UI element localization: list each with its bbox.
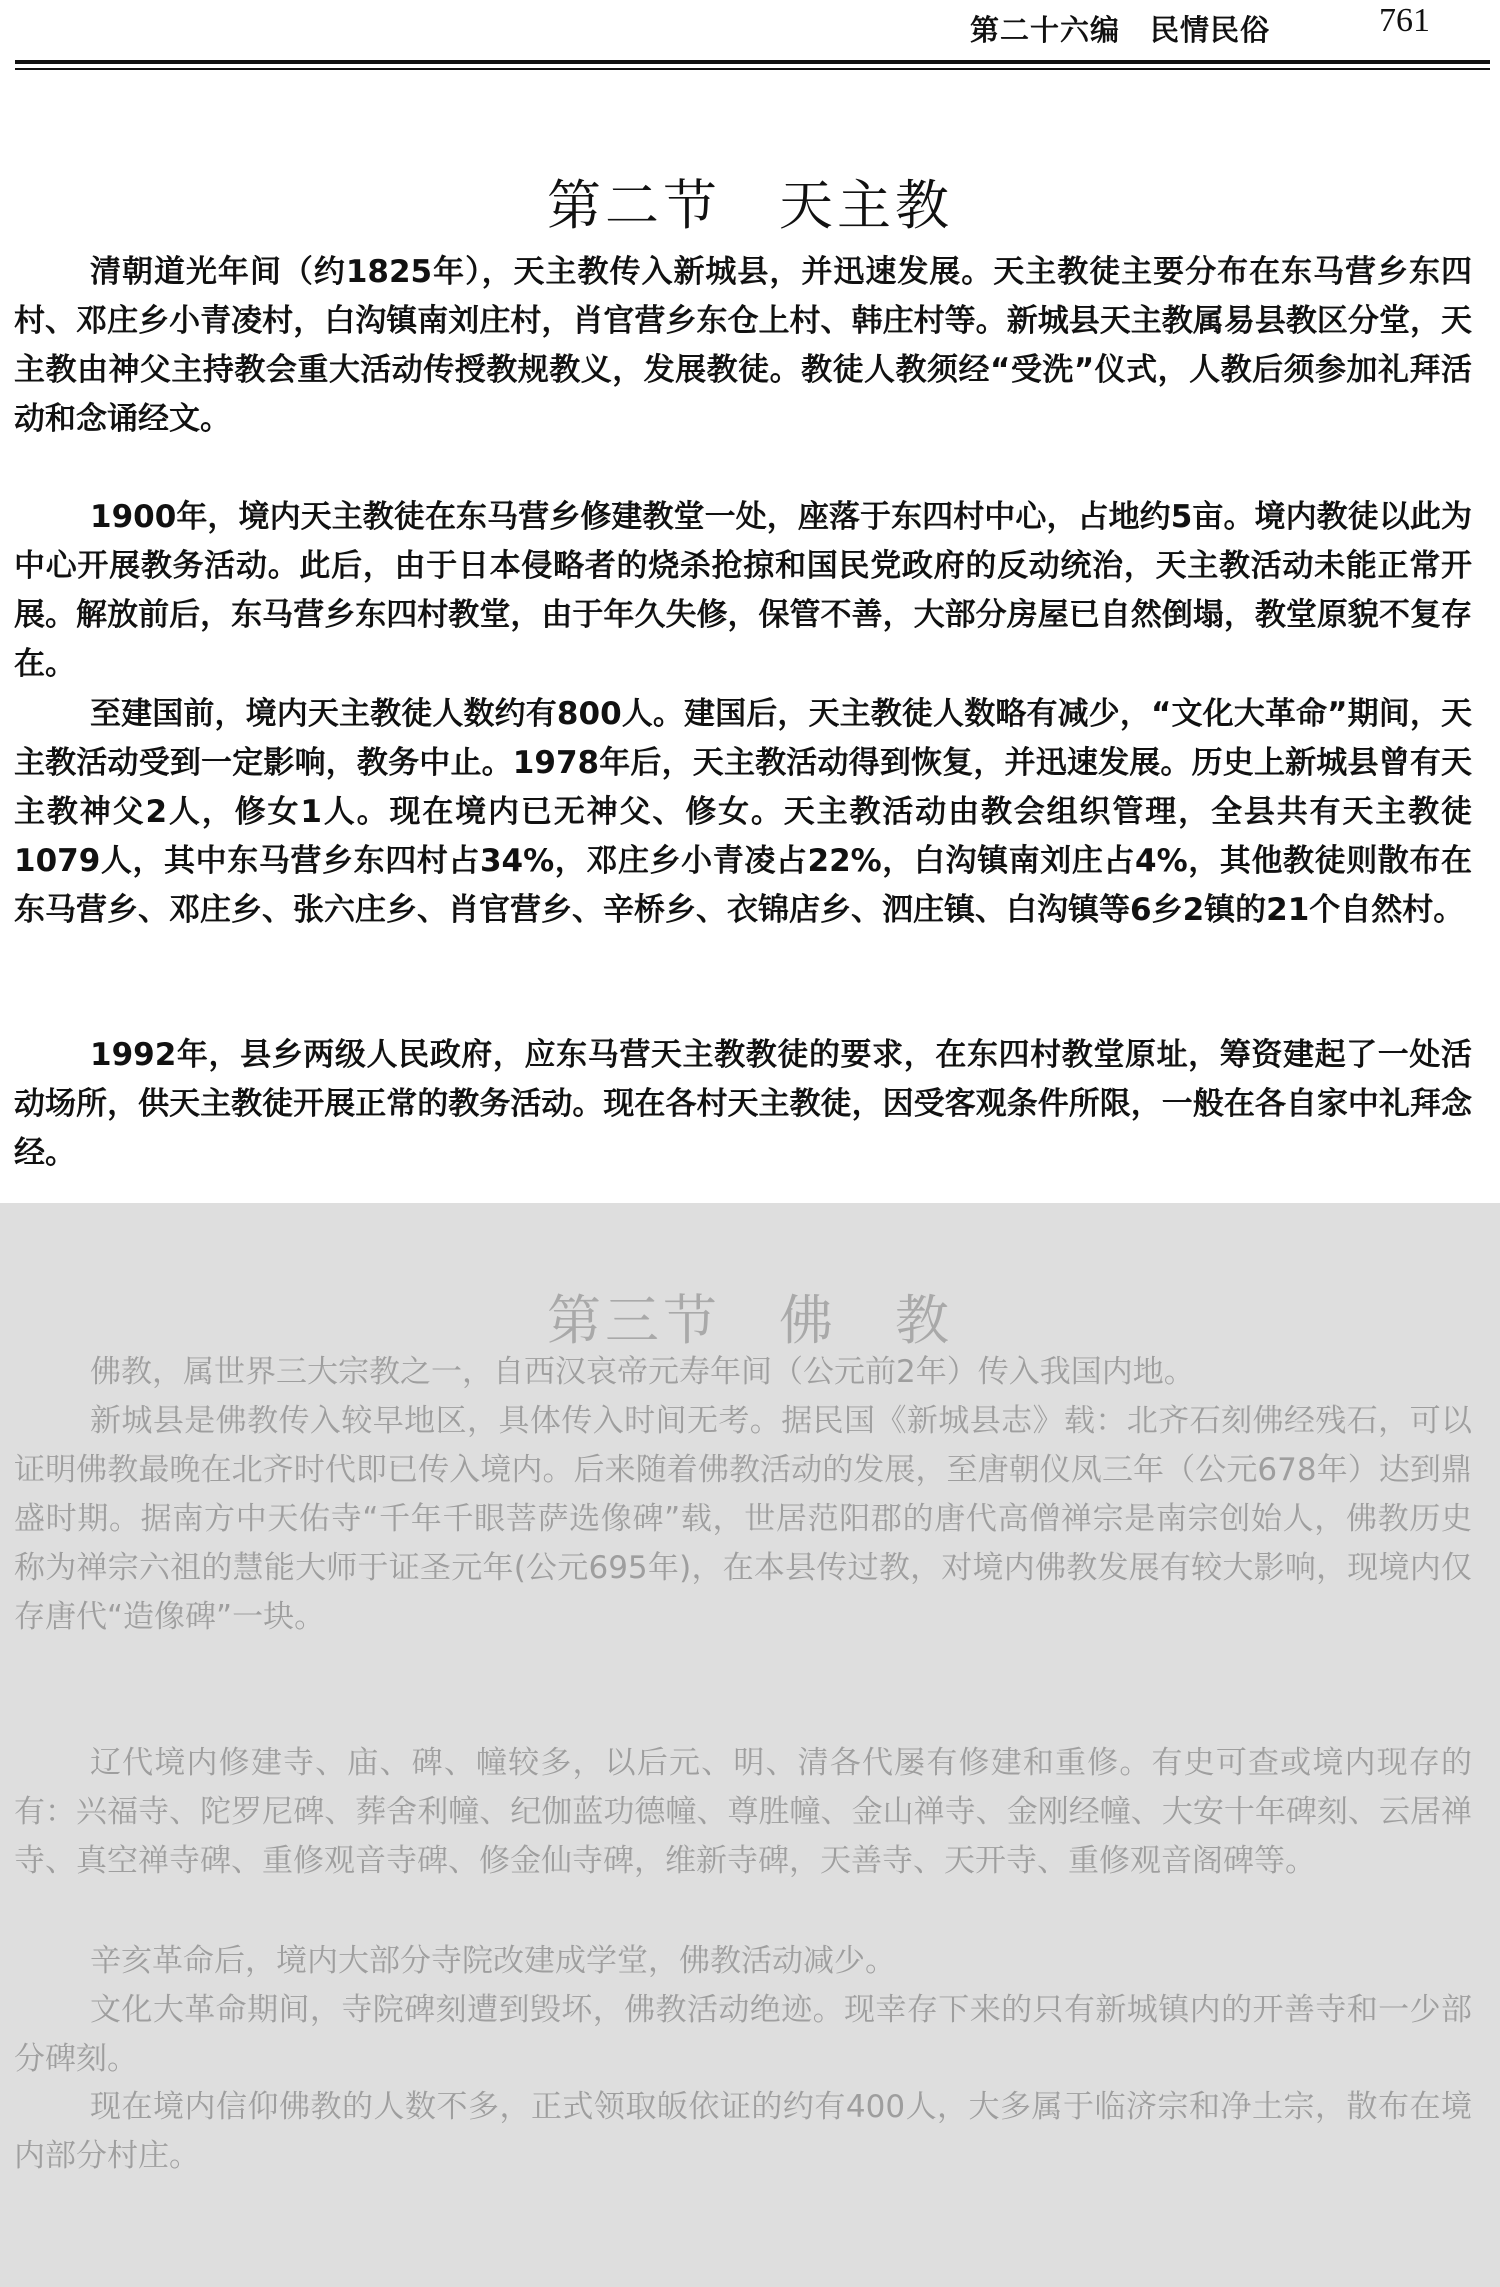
paragraph-catholic-3: 至建国前，境内天主教徒人数约有800人。建国后，天主教徒人数略有减少，“文化大革命”期间，天主教活动受到一定影响，教务中止。1978年后，天主教活动得到恢复，并迅速发展。历史上新城县曾有天主教神父2人，修女1人。现在境内已无神父、修女。天主教活动由教会组织管理，全县共有天主教徒1079人，其中东马营乡东四村占34%，邓庄乡小青凌占22%，白沟镇南刘庄占4%，其他教徒则散布在东马营乡、邓庄乡、张六庄乡、肖官营乡、辛桥乡、衣锦店乡、泗庄镇、白沟镇等6乡2镇的21个自然村。 <box>14 696 1472 928</box>
paragraph-buddhism-4: 辛亥革命后，境内大部分寺院改建成学堂，佛教活动减少。 <box>90 1943 896 1979</box>
paragraph-buddhism-2: 新城县是佛教传入较早地区，具体传入时间无考。据民国《新城县志》载：北齐石刻佛经残石，可以证明佛教最晚在北齐时代即已传入境内。后来随着佛教活动的发展，至唐朝仪凤三年（公元678年）达到鼎盛时期。据南方中天佑寺“千年千眼菩萨选像碑”载，世居范阳郡的唐代高僧禅宗是南宗创始人，佛教历史称为禅宗六祖的慧能大师于证圣元年(公元695年)，在本县传过教，对境内佛教发展有较大影响，现境内仅存唐代“造像碑”一块。 <box>14 1403 1472 1635</box>
section-title-buddhism: 第三节 佛 教 <box>547 1288 953 1352</box>
header-chapter-title: 第二十六编 民情民俗 <box>969 13 1270 47</box>
paragraph-catholic-1: 清朝道光年间（约1825年），天主教传入新城县，并迅速发展。天主教徒主要分布在东马营乡东四村、邓庄乡小青凌村，白沟镇南刘庄村，肖官营乡东仓上村、韩庄村等。新城县天主教属易县教区分堂，天主教由神父主持教会重大活动传授教规教义，发展教徒。教徒人教须经“受洗”仪式，人教后须参加礼拜活动和念诵经文。 <box>14 254 1472 437</box>
paragraph-catholic-2: 1900年，境内天主教徒在东马营乡修建教堂一处，座落于东四村中心，占地约5亩。境内教徒以此为中心开展教务活动。此后，由于日本侵略者的烧杀抢掠和国民党政府的反动统治，天主教活动未能正常开展。解放前后，东马营乡东四村教堂，由于年久失修，保管不善，大部分房屋已自然倒塌，教堂原貌不复存在。 <box>14 499 1472 682</box>
header-rule-thin <box>15 68 1490 70</box>
header-rule-thick <box>15 60 1490 64</box>
paragraph-buddhism-5: 文化大革命期间，寺院碑刻遭到毁坏，佛教活动绝迹。现幸存下来的只有新城镇内的开善寺和一少部分碑刻。 <box>14 1992 1472 2077</box>
paragraph-buddhism-6: 现在境内信仰佛教的人数不多，正式领取皈依证的约有400人，大多属于临济宗和净土宗，散布在境内部分村庄。 <box>14 2089 1472 2174</box>
paragraph-catholic-4: 1992年，县乡两级人民政府，应东马营天主教教徒的要求，在东四村教堂原址，筹资建起了一处活动场所，供天主教徒开展正常的教务活动。现在各村天主教徒，因受客观条件所限，一般在各自家中礼拜念经。 <box>14 1037 1472 1171</box>
running-header <box>0 0 1500 58</box>
section-buddhism <box>0 1203 1500 2287</box>
paragraph-buddhism-1: 佛教，属世界三大宗教之一，自西汉哀帝元寿年间（公元前2年）传入我国内地。 <box>90 1354 1195 1390</box>
page-number: 761 <box>1379 2 1430 39</box>
paragraph-buddhism-3: 辽代境内修建寺、庙、碑、幢较多，以后元、明、清各代屡有修建和重修。有史可查或境内现存的有：兴福寺、陀罗尼碑、葬舍利幢、纪伽蓝功德幢、尊胜幢、金山禅寺、金刚经幢、大安十年碑刻、云居禅寺、真空禅寺碑、重修观音寺碑、修金仙寺碑，维新寺碑，天善寺、天开寺、重修观音阁碑等。 <box>14 1745 1472 1879</box>
section-title-catholic: 第二节 天主教 <box>547 173 953 237</box>
